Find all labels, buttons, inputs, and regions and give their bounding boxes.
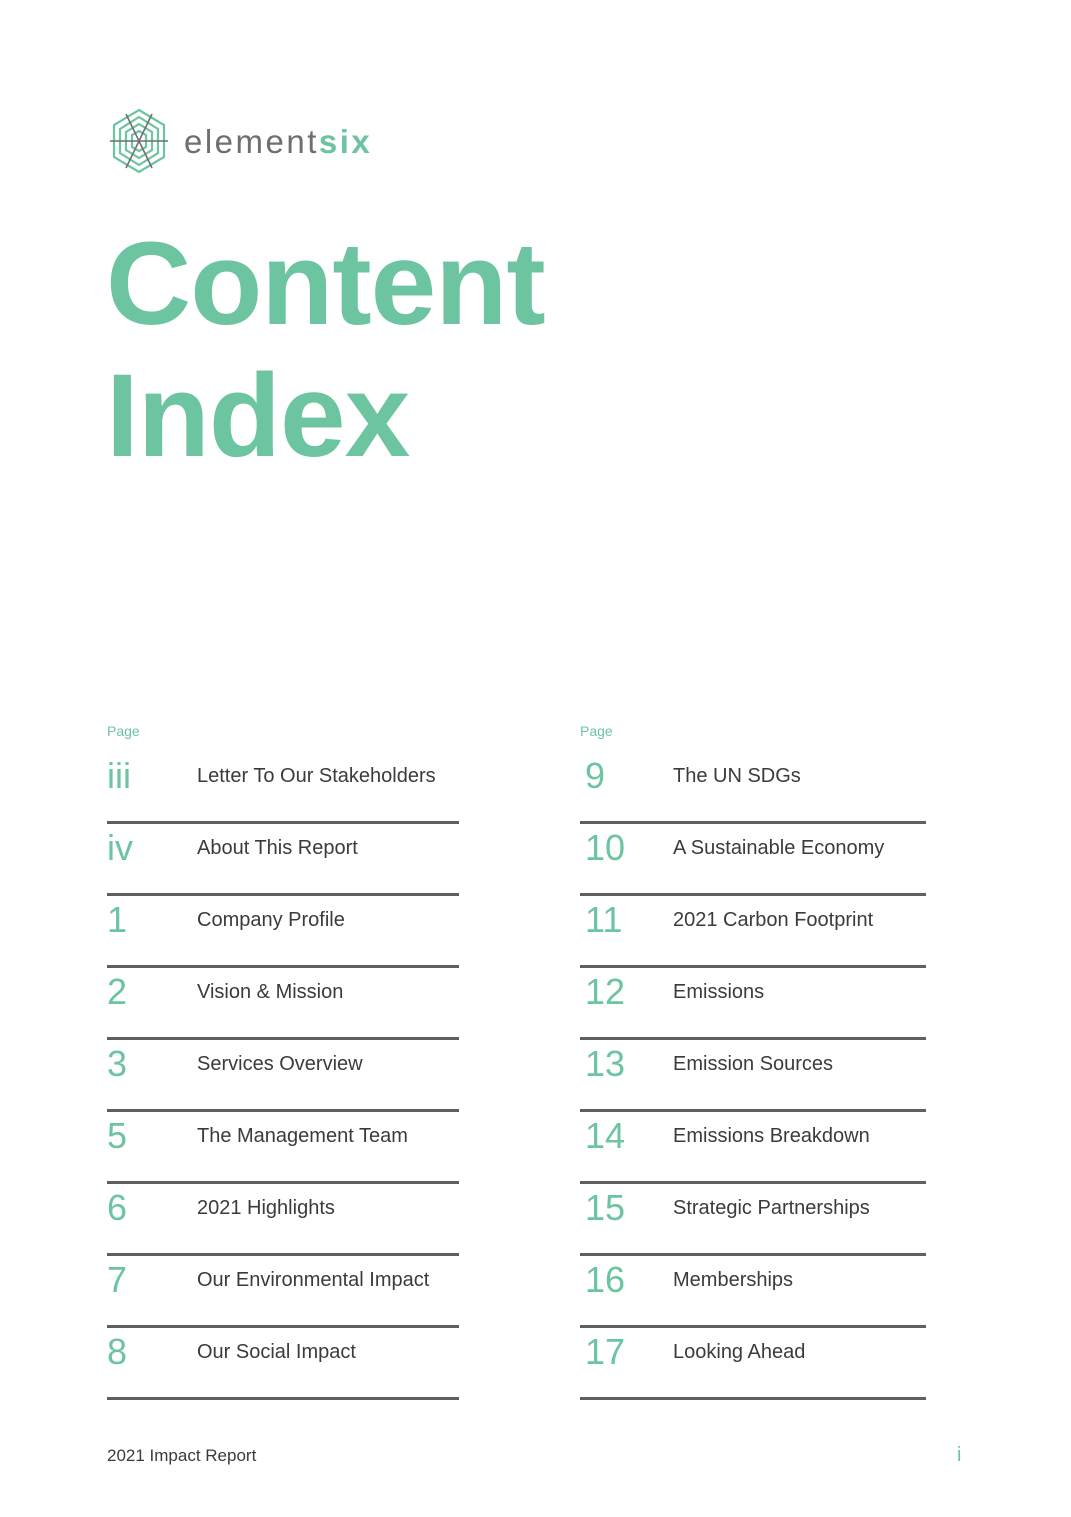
page-column-label: Page xyxy=(107,723,140,739)
index-page-number: 6 xyxy=(107,1187,128,1228)
index-page-number: iv xyxy=(107,827,133,868)
index-row[interactable] xyxy=(107,896,459,968)
index-column-left xyxy=(107,722,459,1400)
index-row[interactable] xyxy=(580,1256,926,1328)
index-page-number: 14 xyxy=(585,1115,626,1156)
brand-name-part2: six xyxy=(318,122,373,160)
index-entry-title: Looking Ahead xyxy=(673,1341,806,1363)
index-row[interactable] xyxy=(580,896,926,968)
index-row[interactable] xyxy=(107,1328,459,1400)
index-entry-title: Our Environmental Impact xyxy=(197,1269,430,1291)
index-column-right xyxy=(580,722,926,1400)
index-page-number: 10 xyxy=(585,827,626,868)
index-page-number: 17 xyxy=(585,1331,626,1372)
index-entry-title: Vision & Mission xyxy=(197,981,344,1003)
index-row[interactable] xyxy=(107,1256,459,1328)
index-entry-title: Emission Sources xyxy=(673,1053,834,1075)
index-page-number: 5 xyxy=(107,1115,128,1156)
index-page-number: 1 xyxy=(107,899,128,940)
index-entry-title: About This Report xyxy=(197,837,358,859)
element-six-logo-icon xyxy=(106,106,172,176)
index-entry-title: Letter To Our Stakeholders xyxy=(197,765,436,787)
index-row[interactable] xyxy=(580,752,926,824)
footer-report-title: 2021 Impact Report xyxy=(107,1446,257,1465)
index-row[interactable] xyxy=(107,1040,459,1112)
index-entry-title: The UN SDGs xyxy=(673,765,801,787)
index-entry-title: 2021 Highlights xyxy=(197,1197,335,1219)
index-page-number: iii xyxy=(107,755,131,796)
index-entry-title: The Management Team xyxy=(197,1125,408,1147)
index-page-number: 12 xyxy=(585,971,626,1012)
index-row[interactable] xyxy=(107,968,459,1040)
index-row[interactable] xyxy=(107,1184,459,1256)
index-row[interactable] xyxy=(107,824,459,896)
page-folio: i xyxy=(957,1444,962,1466)
index-page-number: 9 xyxy=(585,755,606,796)
page-title xyxy=(106,218,545,482)
index-row[interactable] xyxy=(580,1112,926,1184)
index-entry-title: Company Profile xyxy=(197,909,345,931)
index-entry-title: Emissions xyxy=(673,981,765,1003)
index-page-number: 7 xyxy=(107,1259,128,1300)
index-row[interactable] xyxy=(580,1328,926,1400)
index-page-number: 11 xyxy=(585,899,623,940)
index-row[interactable] xyxy=(580,1040,926,1112)
index-entry-title: Memberships xyxy=(673,1269,794,1291)
index-row[interactable] xyxy=(580,824,926,896)
brand-name xyxy=(184,122,373,160)
index-row[interactable] xyxy=(580,1184,926,1256)
index-entry-title: Strategic Partnerships xyxy=(673,1197,870,1219)
index-page-number: 2 xyxy=(107,971,128,1012)
index-entry-title: 2021 Carbon Footprint xyxy=(673,909,874,931)
index-page-number: 15 xyxy=(585,1187,626,1228)
index-row[interactable] xyxy=(580,968,926,1040)
index-entry-title: Our Social Impact xyxy=(197,1341,356,1363)
brand-name-part1: element xyxy=(184,122,319,160)
index-entry-title: A Sustainable Economy xyxy=(673,837,885,859)
index-entry-title: Services Overview xyxy=(197,1053,363,1075)
brand-logo xyxy=(106,106,372,176)
page-column-label: Page xyxy=(580,723,613,739)
index-row[interactable] xyxy=(107,1112,459,1184)
page-title-line1: Content xyxy=(106,218,545,350)
index-page-number: 13 xyxy=(585,1043,626,1084)
index-page-number: 8 xyxy=(107,1331,128,1372)
index-page-number: 16 xyxy=(585,1259,626,1300)
index-entry-title: Emissions Breakdown xyxy=(673,1125,870,1147)
index-row[interactable] xyxy=(107,752,459,824)
index-page-number: 3 xyxy=(107,1043,128,1084)
page-title-line2: Index xyxy=(106,350,410,482)
